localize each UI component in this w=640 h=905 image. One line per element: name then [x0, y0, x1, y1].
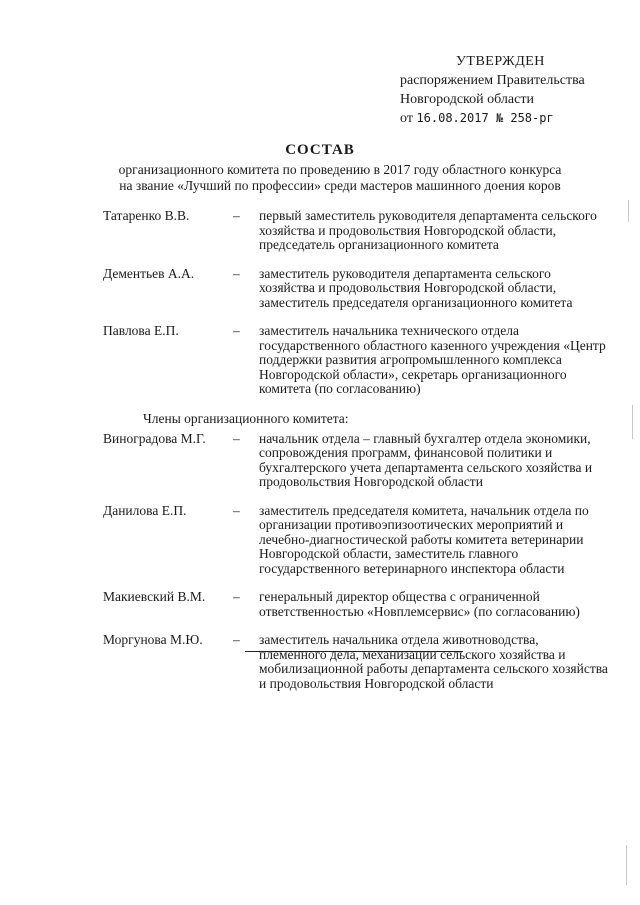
committee-row	[103, 504, 608, 577]
approval-line-2: Новгородской области	[400, 92, 534, 107]
approval-date-value: 16.08.2017 № 258-рг	[416, 111, 554, 125]
committee-row	[103, 267, 608, 311]
committee-list	[103, 209, 608, 705]
member-name: Данилова Е.П.	[103, 502, 187, 518]
approval-title: УТВЕРЖДЕН	[456, 54, 545, 69]
member-name: Виноградова М.Г.	[103, 430, 206, 446]
committee-leaders	[103, 209, 608, 397]
member-name: Дементьев А.А.	[103, 265, 195, 281]
member-role: первый заместитель руководителя департамента сельского хозяйства и продовольствия Новгородской области, председатель организационного комитета	[259, 208, 597, 252]
committee-row	[103, 209, 608, 253]
members-label: Члены организационного комитета:	[143, 410, 349, 426]
member-role: генеральный директор общества с ограниченной ответственностью «Новплемсервис» (по согласованию)	[259, 589, 580, 619]
member-role: заместитель председателя комитета, начальник отдела по организации противоэпизоотических мероприятий и лечебно-диагностической работы комитета ветеринарии Новгородской области, заместитель главного государственного ветеринарного инспектора области	[259, 502, 589, 576]
approval-date-prefix: от	[400, 111, 413, 126]
scan-margin-mark	[632, 405, 633, 439]
dash-separator: –	[233, 208, 240, 223]
scan-margin-mark	[626, 845, 627, 885]
member-name: Татаренко В.В.	[103, 208, 190, 223]
document-subtitle	[60, 162, 620, 194]
dash-separator: –	[233, 265, 240, 281]
committee-row	[103, 590, 608, 619]
committee-row	[103, 432, 608, 490]
member-role: начальник отдела – главный бухгалтер отдела экономики, сопровождения программ, финансовой политики и бухгалтерского учета департамента сельского хозяйства и продовольствия Новгородской области	[259, 430, 593, 489]
committee-members	[103, 432, 608, 692]
dash-separator: –	[233, 323, 240, 338]
member-role: заместитель руководителя департамента сельского хозяйства и продовольствия Новгородской области, заместитель председателя организационного комитета	[259, 265, 573, 310]
dash-separator: –	[233, 589, 240, 604]
closing-divider	[245, 651, 463, 652]
subtitle-line-2: на звание «Лучший по профессии» среди мастеров машинного доения коров	[119, 178, 561, 193]
dash-separator: –	[233, 430, 240, 446]
approval-date-line	[400, 109, 585, 128]
member-role: заместитель начальника отдела животноводства, племенного дела, механизации сельского хозяйства и мобилизационной работы департамента сельского хозяйства и продовольствия Новгородской области	[259, 632, 608, 691]
member-name: Макиевский В.М.	[103, 589, 206, 604]
committee-row	[103, 324, 608, 397]
member-name: Моргунова М.Ю.	[103, 632, 203, 647]
approval-block	[400, 52, 585, 128]
dash-separator: –	[233, 632, 240, 647]
dash-separator: –	[233, 502, 240, 518]
member-role: заместитель начальника технического отдела государственного областного казенного учреждения «Центр поддержки развития агропромышленного комплекса Новгородской области», секретарь организационного комитета (по согласованию)	[259, 323, 606, 396]
document-heading: СОСТАВ	[285, 142, 355, 158]
scan-margin-mark	[628, 200, 629, 222]
member-name: Павлова Е.П.	[103, 323, 179, 338]
subtitle-line-1: организационного комитета по проведению в 2017 году областного конкурса	[118, 162, 562, 177]
approval-line-1: распоряжением Правительства	[400, 73, 585, 88]
committee-row	[103, 633, 608, 691]
